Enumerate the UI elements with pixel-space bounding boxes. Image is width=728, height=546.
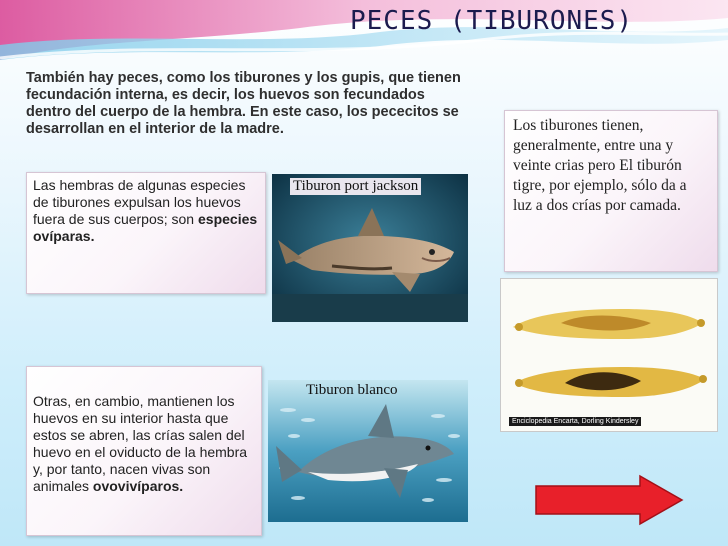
eggs-credit: Enciclopedia Encarta, Dorling Kindersley [509, 417, 641, 426]
white-shark-image [268, 380, 468, 522]
port-jackson-shark-image [272, 174, 468, 322]
litter-size-box [504, 110, 718, 272]
next-slide-button[interactable] [532, 474, 686, 526]
ovoviviparous-text-bold: ovovivíparos. [92, 478, 184, 494]
shark-eggs-image [501, 279, 717, 431]
white-shark-caption: Tiburon blanco [306, 382, 398, 398]
port-jackson-caption: Tiburon port jackson [290, 178, 421, 195]
shark-eggs-photo [500, 278, 718, 432]
right-arrow-icon [532, 474, 686, 526]
slide-title: PECES (TIBURONES) [350, 6, 634, 36]
oviparous-box [26, 172, 266, 294]
oviparous-text-body: Las hembras de algunas especies de tiburones expulsan los huevos fuera de sus cuerpos; son [33, 177, 246, 227]
oviparous-text [27, 173, 265, 249]
ovoviviparous-text [27, 367, 261, 495]
oviparous-text-bold: especies ovíparas. [33, 211, 258, 244]
white-shark-photo [268, 380, 468, 522]
ovoviviparous-text-body: Otras, en cambio, mantienen los huevos en su interior hasta que estos se abren, las crías salen del huevo en el oviducto de la hembra y, por tanto, nacen vivas son animales [33, 393, 248, 494]
litter-size-text: Los tiburones tienen, generalmente, entre una y veinte crias pero El tiburón tigre, por ejemplo, sólo da a luz a dos crías por camada. [513, 117, 687, 214]
ovoviviparous-box [26, 366, 262, 536]
intro-paragraph: También hay peces, como los tiburones y los gupis, que tienen fecundación interna, es decir, los huevos son fecundados dentro del cuerpo de la hembra. En este caso, los pececitos se desarrollan en el interior de la madre. [26, 70, 461, 137]
port-jackson-photo [272, 174, 468, 322]
